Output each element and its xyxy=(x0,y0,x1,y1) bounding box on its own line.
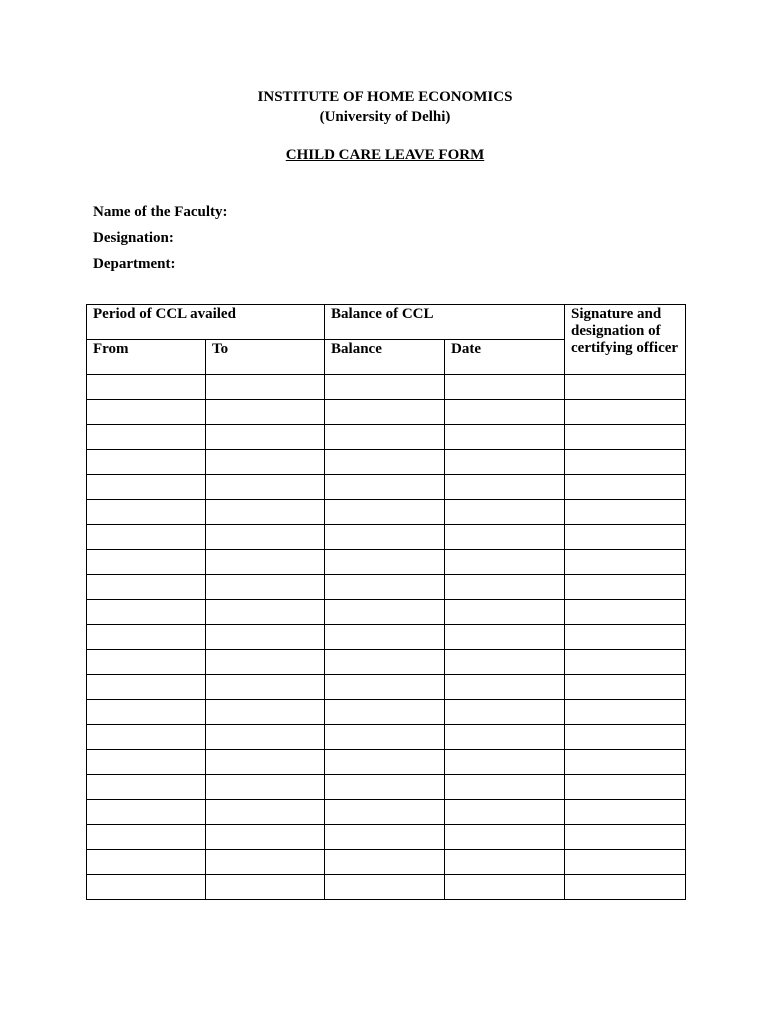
to-cell[interactable] xyxy=(206,425,325,450)
signature-cell[interactable] xyxy=(565,625,686,650)
to-header: To xyxy=(206,340,325,375)
table-row xyxy=(87,825,686,850)
from-cell[interactable] xyxy=(87,775,206,800)
from-cell[interactable] xyxy=(87,400,206,425)
table-row xyxy=(87,475,686,500)
signature-cell[interactable] xyxy=(565,600,686,625)
balance-cell[interactable] xyxy=(325,850,445,875)
to-cell[interactable] xyxy=(206,700,325,725)
to-cell[interactable] xyxy=(206,450,325,475)
table-row xyxy=(87,500,686,525)
balance-cell[interactable] xyxy=(325,725,445,750)
institute-name: INSTITUTE OF HOME ECONOMICS xyxy=(257,89,513,105)
date-cell[interactable] xyxy=(445,725,565,750)
table-row xyxy=(87,400,686,425)
from-header: From xyxy=(87,340,206,375)
to-cell[interactable] xyxy=(206,500,325,525)
signature-cell[interactable] xyxy=(565,550,686,575)
signature-cell[interactable] xyxy=(565,575,686,600)
from-cell[interactable] xyxy=(87,725,206,750)
to-cell[interactable] xyxy=(206,825,325,850)
table-row xyxy=(87,525,686,550)
balance-subheader: Balance xyxy=(325,340,445,375)
balance-cell[interactable] xyxy=(325,650,445,675)
balance-cell[interactable] xyxy=(325,875,445,900)
from-cell[interactable] xyxy=(87,575,206,600)
ccl-table xyxy=(86,304,686,900)
date-cell[interactable] xyxy=(445,800,565,825)
signature-cell[interactable] xyxy=(565,750,686,775)
balance-cell[interactable] xyxy=(325,600,445,625)
date-cell[interactable] xyxy=(445,550,565,575)
table-row xyxy=(87,650,686,675)
university-name: (University of Delhi) xyxy=(319,109,451,125)
balance-cell[interactable] xyxy=(325,750,445,775)
department-label: Department: xyxy=(93,256,176,272)
balance-cell[interactable] xyxy=(325,375,445,400)
signature-cell[interactable] xyxy=(565,675,686,700)
date-cell[interactable] xyxy=(445,600,565,625)
date-header: Date xyxy=(445,340,565,375)
form-title: CHILD CARE LEAVE FORM xyxy=(285,147,485,163)
balance-cell[interactable] xyxy=(325,400,445,425)
balance-cell[interactable] xyxy=(325,675,445,700)
table-row xyxy=(87,850,686,875)
from-cell[interactable] xyxy=(87,550,206,575)
balance-cell[interactable] xyxy=(325,775,445,800)
signature-cell[interactable] xyxy=(565,775,686,800)
signature-cell[interactable] xyxy=(565,525,686,550)
from-cell[interactable] xyxy=(87,700,206,725)
balance-cell[interactable] xyxy=(325,575,445,600)
table-row xyxy=(87,725,686,750)
table-row xyxy=(87,375,686,400)
from-cell[interactable] xyxy=(87,875,206,900)
from-cell[interactable] xyxy=(87,375,206,400)
balance-header: Balance of CCL xyxy=(325,305,565,340)
date-cell[interactable] xyxy=(445,475,565,500)
balance-cell[interactable] xyxy=(325,450,445,475)
table-row xyxy=(87,575,686,600)
date-cell[interactable] xyxy=(445,625,565,650)
to-cell[interactable] xyxy=(206,850,325,875)
signature-cell[interactable] xyxy=(565,500,686,525)
to-cell[interactable] xyxy=(206,800,325,825)
table-row xyxy=(87,750,686,775)
signature-cell[interactable] xyxy=(565,425,686,450)
balance-cell[interactable] xyxy=(325,425,445,450)
date-cell[interactable] xyxy=(445,825,565,850)
date-cell[interactable] xyxy=(445,400,565,425)
date-cell[interactable] xyxy=(445,750,565,775)
date-cell[interactable] xyxy=(445,700,565,725)
signature-cell[interactable] xyxy=(565,475,686,500)
date-cell[interactable] xyxy=(445,650,565,675)
date-cell[interactable] xyxy=(445,850,565,875)
to-cell[interactable] xyxy=(206,400,325,425)
signature-cell[interactable] xyxy=(565,650,686,675)
date-cell[interactable] xyxy=(445,425,565,450)
balance-cell[interactable] xyxy=(325,700,445,725)
table-row xyxy=(87,550,686,575)
signature-cell[interactable] xyxy=(565,725,686,750)
from-cell[interactable] xyxy=(87,800,206,825)
signature-cell[interactable] xyxy=(565,825,686,850)
to-cell[interactable] xyxy=(206,725,325,750)
table-row xyxy=(87,450,686,475)
faculty-name-label: Name of the Faculty: xyxy=(93,204,228,220)
table-row xyxy=(87,700,686,725)
to-cell[interactable] xyxy=(206,525,325,550)
signature-cell[interactable] xyxy=(565,800,686,825)
to-cell[interactable] xyxy=(206,875,325,900)
signature-cell[interactable] xyxy=(565,875,686,900)
signature-cell[interactable] xyxy=(565,700,686,725)
to-cell[interactable] xyxy=(206,600,325,625)
balance-cell[interactable] xyxy=(325,625,445,650)
table-row xyxy=(87,800,686,825)
from-cell[interactable] xyxy=(87,750,206,775)
table-row xyxy=(87,675,686,700)
balance-cell[interactable] xyxy=(325,550,445,575)
table-row xyxy=(87,600,686,625)
date-cell[interactable] xyxy=(445,875,565,900)
from-cell[interactable] xyxy=(87,475,206,500)
table-row xyxy=(87,425,686,450)
date-cell[interactable] xyxy=(445,775,565,800)
to-cell[interactable] xyxy=(206,375,325,400)
table-row xyxy=(87,875,686,900)
from-cell[interactable] xyxy=(87,625,206,650)
from-cell[interactable] xyxy=(87,500,206,525)
balance-cell[interactable] xyxy=(325,525,445,550)
balance-cell[interactable] xyxy=(325,500,445,525)
from-cell[interactable] xyxy=(87,450,206,475)
signature-cell[interactable] xyxy=(565,375,686,400)
signature-cell[interactable] xyxy=(565,850,686,875)
designation-label: Designation: xyxy=(93,230,174,246)
date-cell[interactable] xyxy=(445,450,565,475)
from-cell[interactable] xyxy=(87,525,206,550)
to-cell[interactable] xyxy=(206,475,325,500)
balance-cell[interactable] xyxy=(325,825,445,850)
date-cell[interactable] xyxy=(445,575,565,600)
to-cell[interactable] xyxy=(206,650,325,675)
to-cell[interactable] xyxy=(206,750,325,775)
table-row xyxy=(87,625,686,650)
to-cell[interactable] xyxy=(206,675,325,700)
table-row xyxy=(87,775,686,800)
date-cell[interactable] xyxy=(445,500,565,525)
from-cell[interactable] xyxy=(87,600,206,625)
date-cell[interactable] xyxy=(445,375,565,400)
from-cell[interactable] xyxy=(87,825,206,850)
signature-cell[interactable] xyxy=(565,450,686,475)
signature-header: Signature and designation of certifying officer xyxy=(565,305,686,375)
from-cell[interactable] xyxy=(87,850,206,875)
from-cell[interactable] xyxy=(87,425,206,450)
to-cell[interactable] xyxy=(206,625,325,650)
signature-cell[interactable] xyxy=(565,400,686,425)
to-cell[interactable] xyxy=(206,550,325,575)
to-cell[interactable] xyxy=(206,775,325,800)
date-cell[interactable] xyxy=(445,675,565,700)
balance-cell[interactable] xyxy=(325,800,445,825)
balance-cell[interactable] xyxy=(325,475,445,500)
from-cell[interactable] xyxy=(87,675,206,700)
period-header: Period of CCL availed xyxy=(87,305,325,340)
table-header-row xyxy=(87,305,686,340)
to-cell[interactable] xyxy=(206,575,325,600)
date-cell[interactable] xyxy=(445,525,565,550)
from-cell[interactable] xyxy=(87,650,206,675)
